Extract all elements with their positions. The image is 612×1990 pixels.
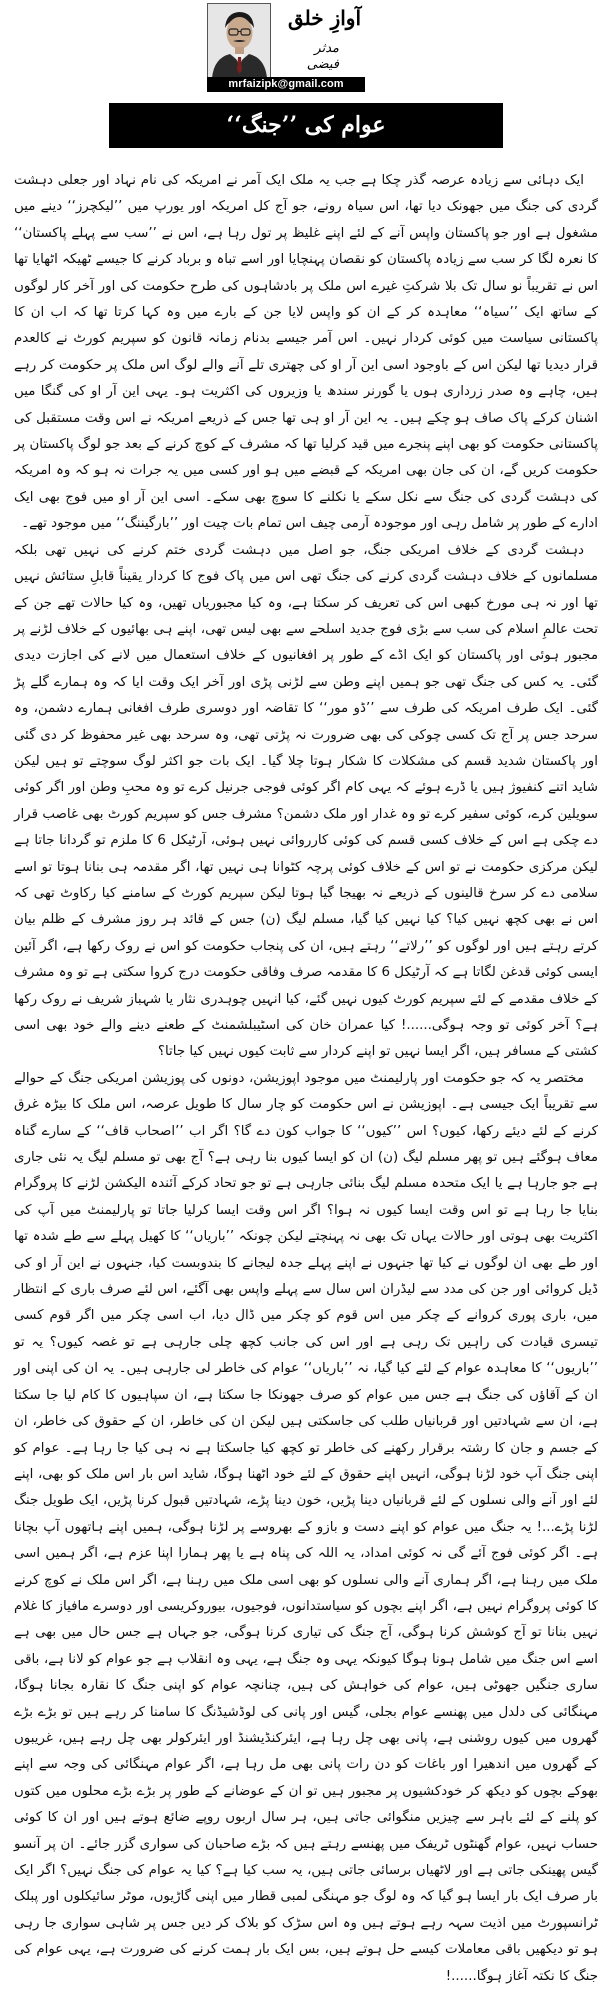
author-photo (207, 3, 271, 79)
article-body (14, 168, 598, 1990)
article-paragraph: دہشت گردی کے خلاف امریکی جنگ، جو اصل میں دہشت گردی ختم کرنے کی نہیں تھی بلکہ مسلمانوں کے خلاف دہشت گردی کرنے کی جنگ تھی اس میں پاک فوج کا کردار یقیناً قابلِ ستائش نہیں تھا اور نہ ہی مورخ کبھی اس کی تعریف کر سکتا ہے، وہ کیا مجبوریاں تھیں، وہ کیا حالات تھے جن کے تحت عالمِ اسلام کی سب سے بڑی فوج جدید اسلحے سے بھی لیس تھی، اپنے ہی بھائیوں کے خلاف لڑنے پر مجبور ہوئی اور پاکستان کو ایک اڈے کے طور پر افغانیوں کے خلاف استعمال میں لانے کی اجازت دیدی گئی۔ یہ کس کی جنگ تھی جو ہمیں اپنے وطن سے لڑنی پڑی اور آخر ایک وقت ایا کہ وہ ہمارے گلے پڑ گئی۔ ایک طرف امریکہ کی طرف سے ’’ڈو مور‘‘ کا تقاضہ اور دوسری طرف افغانی ہمارے دشمن، وہ سرحد جس پر آج تک کسی چوکی کی بھی ضرورت نہ پڑتی تھی، وہ سرحد بھی غیر محفوظ کر دی گئی اور پاکستان شدید قسم کی مشکلات کا شکار ہوتا چلا گیا۔ ایک بات جو اکثر لوگ سوچتے تو ہیں لیکن شاید اتنے کنفیوژ ہیں یا ڈرے ہوئے کہ یہی کام اگر کوئی فوجی جرنیل کرے تو وہ محبِ وطن اور اگر کوئی سویلین کرے، کوئی سفیر کرے تو وہ غدار اور ملک دشمن؟ مشرف جس کو سپریم کورٹ بھی غاصب قرار دے چکی ہے اس کے خلاف کسی قسم کی کوئی کارروائی نہیں ہوئی، آرٹیکل 6 کا ملزم تو گردانا جاتا ہے لیکن مرکزی حکومت نے تو اس کے خلاف کوئی پرچہ کٹوانا ہی نہیں تھا، اگر مقدمہ ہی بنانا ہوتا تو اسے سلامی دے کر سرخ قالینوں کے ذریعے نہ بھیجا گیا ہوتا لیکن سپریم کورٹ کے سامنے کیا رکاوٹ تھی کہ اس نے بھی کچھ نہیں کیا؟ کیا نہیں کیا گیا، مسلم لیگ (ن) جس کے قائد ہر روز مشرف کے ظلم بیان کرتے رہتے ہیں اور لوگوں کو ’’رلاتے‘‘ رہتے ہیں، ان کی پنجاب حکومت کو اس نے روک رکھا ہے، اگر آئین ایسی کوئی قدغن لگاتا ہے کہ آرٹیکل 6 کا مقدمہ صرف وفاقی حکومت درج کروا سکتی ہے تو وہ مشرف کے خلاف مقدمے کے لئے سپریم کورٹ کیوں نہیں گئے، کیا انہیں چوہدری نثار یا شہباز شریف نے روک رکھا ہے؟ آخر کوئی تو وجہ ہوگی......! کیا عمران خان کی اسٹیبلشمنٹ کے طعنے دینے والے خود بھی اسی کشتی کے مسافر ہیں، اگر ایسا نہیں تو اپنے کردار سے ثابت کیوں نہیں کیا جاتا؟ (14, 542, 598, 1060)
article-paragraph: مختصر یہ کہ جو حکومت اور پارلیمنٹ میں موجود اپوزیشن، دونوں کی پوزیشن امریکی جنگ کے حوالے سے تقریباً ایک جیسی ہے۔ اپوزیشن نے اس حکومت کو چار سال کا طویل عرصہ، اس ملک کا بیڑہ غرق کرنے کے لئے دیئے رکھا، کیوں؟ اس ’’کیوں‘‘ کا جواب کون دے گا؟ اگر اب ’’اصحاب قاف‘‘ کے سارے گناہ معاف ہوگئے ہیں تو پھر مسلم لیگ (ن) ان کو ایسا کیوں بنا رہی ہے؟ آج بھی تو مسلم لیگ یہ نئی جاری ہے جو جارہا ہے یا ایک متحدہ مسلم لیگ بنائی جارہی ہے تو جو تحاد کرکے آئندہ الیکشن لڑنے کا پروگرام بنایا جا رہا ہے تو اس وقت ایسا کیوں نہ ہوا؟ اگر اس وقت ایسا کرلیا جاتا تو پارلیمنٹ میں آپ کی اکثریت بھی ہوتی اور حالات یہاں تک بھی نہ پہنچتے لیکن چونکہ ’’باریاں‘‘ کا کھیل پہلے سے طے شدہ تھا اور طے بھی ان لوگوں نے کیا تھا جنہوں نے اپنے پہلے جدہ لیجانے کا بندوبست کیا، جنہوں نے این آر او کی ڈیل کروائی اور جن کی مدد سے لیڈران اس سال سے پہلے واپس بھی آگئے، اس لئے صرف باری کے انتظار میں، باری پوری کروانے کے چکر میں اس قوم کو چکر میں ڈال دیا، اب اسی چکر میں اگر قوم کسی تیسری قیادت کی راہیں تک رہی ہے اور اس کی جانب کچھ چلی جارہی ہے تو غصہ کیوں؟ یہ تو ’’باریوں‘‘ کا معاہدہ عوام کے لئے کیا گیا، نہ ’’باریاں‘‘ عوام کی خاطر لی جارہی ہیں۔ یہ ان کی اپنی اور ان کے آقاؤں کی جنگ ہے جس میں عوام کو صرف جھونکا جا سکتا ہے، ان سپاہیوں کا کام لیا جا سکتا ہے، ان سے شہادتیں اور قربانیاں طلب کی جاسکتی ہیں لیکن ان کی خاطر، ان کے حقوق کی خاطر، ان کے جسم و جان کا رشتہ برقرار رکھنے کی خاطر تو کچھ کیا جاسکتا ہے نہ ہی کیا جا رہا ہے۔ عوام کو اپنی جنگ آپ خود لڑنا ہوگی، انہیں اپنے حقوق کے لئے خود اٹھنا ہوگا، شاید اس بار اس ملک کو بھی، اپنے لئے اور آنے والی نسلوں کے لئے قربانیاں دینا پڑیں، خون دینا پڑے، شہادتیں قبول کرنا پڑیں، ایک طویل جنگ لڑنا پڑے...! یہ جنگ میں عوام کو اپنے دست و بازو کے بھروسے پر لڑنا ہوگی، ہمیں اپنے ہاتھوں آپ بچانا ہے۔ اگر کوئی فوج آئے گی نہ کوئی امداد، یہ اللہ کی پناہ ہے یا پھر ہمارا اپنا عزم ہے، اگر ہمیں اسی ملک میں رہنا ہے، اگر ہماری آنے والی نسلوں کو بھی اسی ملک میں رہنا ہے، اگر اس ملک نے کوچ کرنے کا کوئی پروگرام نہیں ہے، اگر اپنے بچوں کو سیاستدانوں، فوجیوں، بیوروکریسی اور دوسرے مافیاز کا غلام نہیں بنانا تو آج کوشش کرنا ہوگی، آج جنگ کی تیاری کرنا ہوگی، جو جہاں ہے جس حال میں بھی ہے اسے اس جنگ میں شامل ہونا ہوگا کیونکہ یہی وہ جنگ ہے، یہی وہ انقلاب ہے جو عوام کو لانا ہے، باقی ساری جنگیں جھوٹی ہیں، عوام کی خواہش کی ہیں، چنانچہ عوام کو اپنی جنگ کا نقارہ بجانا ہوگا، مہنگائی کی دلدل میں پھنسے عوام بجلی، گیس اور پانی کی لوڈشیڈنگ کا سامنا کر رہے ہیں تو بڑے بڑے گھروں میں کیوں روشنی ہے، پانی بھی چل رہا ہے، ایئرکنڈیشنڈ اور ایئرکولر بھی چل رہے ہیں، غریبوں کے گھروں میں اندھیرا اور باغات کو دن رات پانی بھی مل رہا ہے، اگر عوام مہنگائی کی وجہ سے اپنے بھوکے بچوں کو دیکھ کر خودکشیوں پر مجبور ہیں تو ان کے عوضانے کے طور پر بڑے بڑے محلوں میں کتوں کو پلنے کے لئے باہر سے چیزیں منگوائی جاتی ہیں، ہر سال اربوں روپے ضائع ہوتے ہیں اور ان کا کوئی حساب نہیں، عوام گھنٹوں ٹریفک میں پھنسے رہتے ہیں کہ بڑے صاحبان کی سواری گزر جائے۔ ان پر آنسو گیس پھینکی جاتی ہے اور لاٹھیاں برسائی جاتی ہیں، یہ سب کیا ہے؟ کیا یہ عوام کی جنگ نہیں؟ اگر ایک بار صرف ایک بار ایسا ہو گیا کہ وہ لوگ جو مہنگی لمبی قطار میں اپنی گاڑیوں، موٹر سائیکلوں اور پبلک ٹرانسپورٹ میں اذیت سہہ رہے ہوتے ہیں وہ اس سڑک کو بلاک کر دیں جس پر شاہی سواری جا رہی ہو تو دیکھیں باقی معاملات کیسے حل ہوتے ہیں، بس ایک بار ہمت کرنے کی ضرورت ہے، یہی عوام کی جنگ کا نکتہ آغاز ہوگا......! (14, 1070, 598, 1984)
author-name: مدثر فیضی (306, 41, 339, 72)
author-portrait-image (208, 4, 270, 78)
column-header (207, 3, 365, 93)
author-email: mrfaizipk@gmail.com (207, 77, 365, 92)
article-paragraph: ایک دہائی سے زیادہ عرصہ گذر چکا ہے جب یہ ملک ایک آمر نے امریکہ کی نام نہاد اور جعلی دہشت گردی کی جنگ میں جھونک دیا تھا، اس سیاہ رونے، جو آج کل امریکہ اور یورپ میں ’’لیکچرز‘‘ دینے میں مشغول ہے اور جو پاکستان واپس آنے کے لئے اپنے غلیظ پر تول رہا ہے، اس نے ’’سب سے پہلے پاکستان‘‘ کا نعرہ لگا کر سب سے زیادہ پاکستان کو نقصان پہنچایا اور اسے تباہ و برباد کرنے کا جیسے ٹھیکہ اٹھایا تھا اس نے تقریباً نو سال تک بلا شرکتِ غیرے اس ملک پر بادشاہوں کی طرح حکومت کی اور آخر کار لوگوں کے ساتھ ایک ’’سیاہ‘‘ معاہدہ کر کے ان کو واپس لایا جن کے بارے میں وہ کہا کرتا تھا کہ اب ان کا پاکستانی سیاست میں کوئی کردار نہیں۔ اس آمر جیسے بدنام زمانہ قانون کو سپریم کورٹ نے کالعدم قرار دیدیا تھا لیکن اس کے باوجود اسی این آر او کی چھتری تلے آنے والے لوگ اس ملک پر حکومت کر رہے ہیں، چاہے وہ صدر زرداری ہوں یا گورنر سندھ یا وزیروں کی اکثریت ہو۔ یہی این آر او کی گنگا میں اشنان کرکے پاک صاف ہو چکے ہیں۔ یہ این آر او ہی تھا جس کے ذریعے امریکہ نے اس وقت مستقبل کی پاکستانی حکومت کو بھی اپنے پنجرے میں قید کرلیا تھا کہ مشرف کے کوچ کرنے کے بعد جو لوگ پاکستان پر حکومت کریں گے، ان کی جان بھی امریکہ کے قبضے میں ہو اور کسی میں یہ جرات نہ ہو کہ وہ امریکہ کی دہشت گردی کی جنگ سے نکل سکے یا نکلنے کا سوچ بھی سکے۔ اسی این آر او میں فوج بھی ایک ادارے کے طور پر شامل رہی اور موجودہ آرمی چیف اس تمام بات چیت اور ’’بارگیننگ‘‘ میں موجود تھے۔ (14, 173, 598, 532)
article-headline: عوام کی ’’جنگ‘‘ (109, 103, 503, 148)
column-title: آوازِ خلق (287, 6, 361, 30)
